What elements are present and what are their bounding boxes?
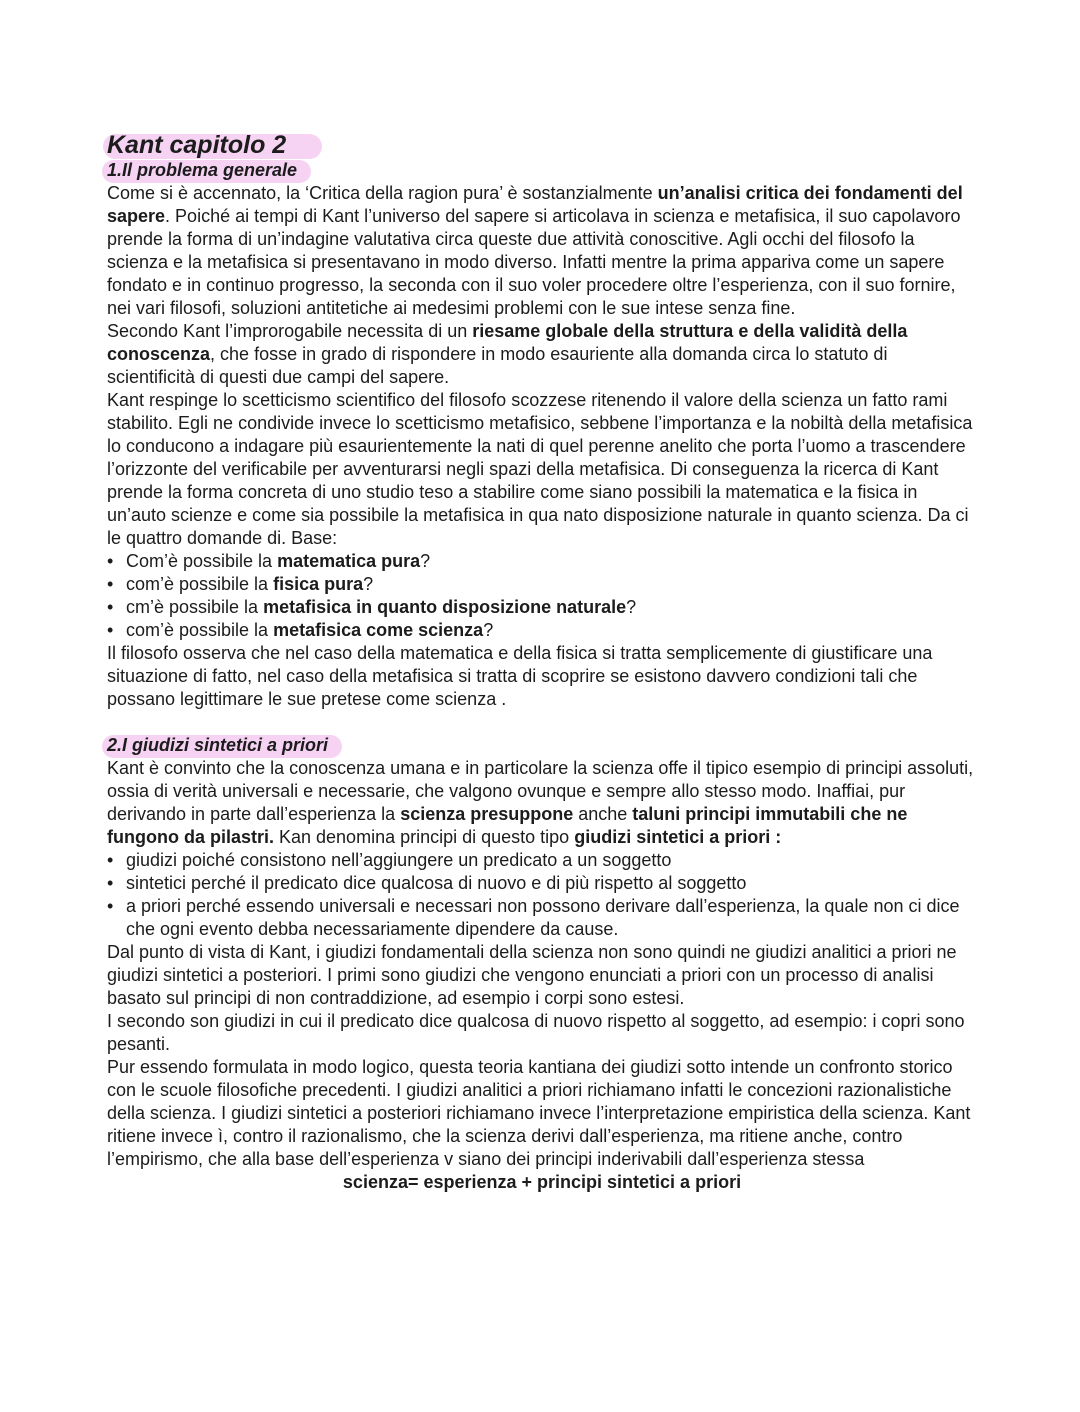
list-item: • sintetici perché il predicato dice qualcosa di nuovo e di più rispetto al soggetto bbox=[107, 872, 977, 895]
page-title: Kant capitolo 2 bbox=[107, 131, 322, 159]
formula: scienza= esperienza + principi sintetici a priori bbox=[342, 1172, 742, 1192]
paragraph: I secondo son giudizi in cui il predicato dice qualcosa di nuovo rispetto al soggetto, ad esempio: i copri sono pesanti. bbox=[107, 1011, 965, 1054]
section-heading-1: 1.Il problema generale bbox=[107, 159, 311, 182]
paragraph: Kant respinge lo scetticismo scientifico del filosofo scozzese ritenendo il valore della scienza un fatto rami stabilito. Egli ne condivide invece lo scetticismo metafisico, sebbene l’importanza e la nobiltà della metafisica lo conducono a indagare più esaurientemente la nati di quel perenne anelito che porta l’uomo a trascendere l’orizzonte del verificabile per avventurarsi negli spazi della metafisica. Di conseguenza la ricerca di Kant prende la forma concreta di uno studio teso a stabilire come siano possibili la matematica e la fisica in un’auto scienze e come sia possibile la metafisica in qua nato disposizione naturale in quanto scienza. Da ci le quattro domande di. Base: bbox=[107, 390, 973, 548]
list-item: • Com’è possibile la matematica pura? bbox=[107, 550, 977, 573]
list-item: • com’è possibile la metafisica come scienza? bbox=[107, 619, 977, 642]
paragraph: Dal punto di vista di Kant, i giudizi fondamentali della scienza non sono quindi ne giudizi analitici a priori ne giudizi sintetici a posteriori. I primi sono giudizi che vengono enunciati a priori con un processo di analisi basato sul principi di non contraddizione, ad esempio i corpi sono estesi. bbox=[107, 942, 957, 1008]
list-item: • giudizi poiché consistono nell’aggiungere un predicato a un soggetto bbox=[107, 849, 977, 872]
paragraph: Come si è accennato, la ‘Critica della ragion pura’ è sostanzialmente un’analisi critica dei fondamenti del sapere. Poiché ai tempi di Kant l’universo del sapere si articolava in scienza e metafisica, il suo capolavoro prende la forma di un’indagine valutativa circa queste due attività conoscitive. Agli occhi del filosofo la scienza e la metafisica si presentavano in modo diverso. Infatti mentre la prima appariva come un sapere fondato e in continuo progresso, la seconda con il suo voler procedere oltre l’esperienza, con il suo fornire, nei vari filosofi, soluzioni antitetiche ai medesimi problemi con le sue intese senza fine. bbox=[107, 183, 963, 318]
paragraph: Kant è convinto che la conoscenza umana e in particolare la scienza offe il tipico esempio di principi assoluti, ossia di verità universali e necessarie, che valgono ovunque e sempre allo stesso modo. Inaffiai, pur derivando in parte dall’esperienza la scienza presuppone anche taluni principi immutabili che ne fungono da pilastri. Kan denomina principi di questo tipo giudizi sintetici a priori : bbox=[107, 758, 974, 847]
list-item: • a priori perché essendo universali e necessari non possono derivare dall’esperienza, la quale non ci dice che ogni evento debba necessariamente dipendere da cause. bbox=[107, 895, 977, 941]
definition-list bbox=[107, 849, 977, 941]
paragraph: Il filosofo osserva che nel caso della matematica e della fisica si tratta semplicemente di giustificare una situazione di fatto, nel caso della metafisica si tratta di scoprire se esistono davvero condizioni tali che possano legittimare le sue pretese come scienza . bbox=[107, 643, 933, 709]
document-page bbox=[107, 131, 977, 1194]
list-item: • com’è possibile la fisica pura? bbox=[107, 573, 977, 596]
list-item: • cm’è possibile la metafisica in quanto disposizione naturale? bbox=[107, 596, 977, 619]
paragraph: Secondo Kant l’improrogabile necessita di un riesame globale della struttura e della validità della conoscenza, che fosse in grado di rispondere in modo esauriente alla domanda circa lo statuto di scientificità di questi due campi del sapere. bbox=[107, 321, 908, 387]
question-list bbox=[107, 550, 977, 642]
section-heading-2: 2.I giudizi sintetici a priori bbox=[107, 734, 342, 757]
paragraph: Pur essendo formulata in modo logico, questa teoria kantiana dei giudizi sotto intende un confronto storico con le scuole filosofiche precedenti. I giudizi analitici a priori richiamano infatti le concezioni razionalistiche della scienza. I giudizi sintetici a posteriori richiamano invece l’interpretazione empiristica della scienza. Kant ritiene invece ì, contro il razionalismo, che la scienza derivi dall’esperienza, ma ritiene anche, contro l’empirismo, che alla base dell’esperienza v siano dei principi inderivabili dall’esperienza stessa bbox=[107, 1057, 971, 1169]
